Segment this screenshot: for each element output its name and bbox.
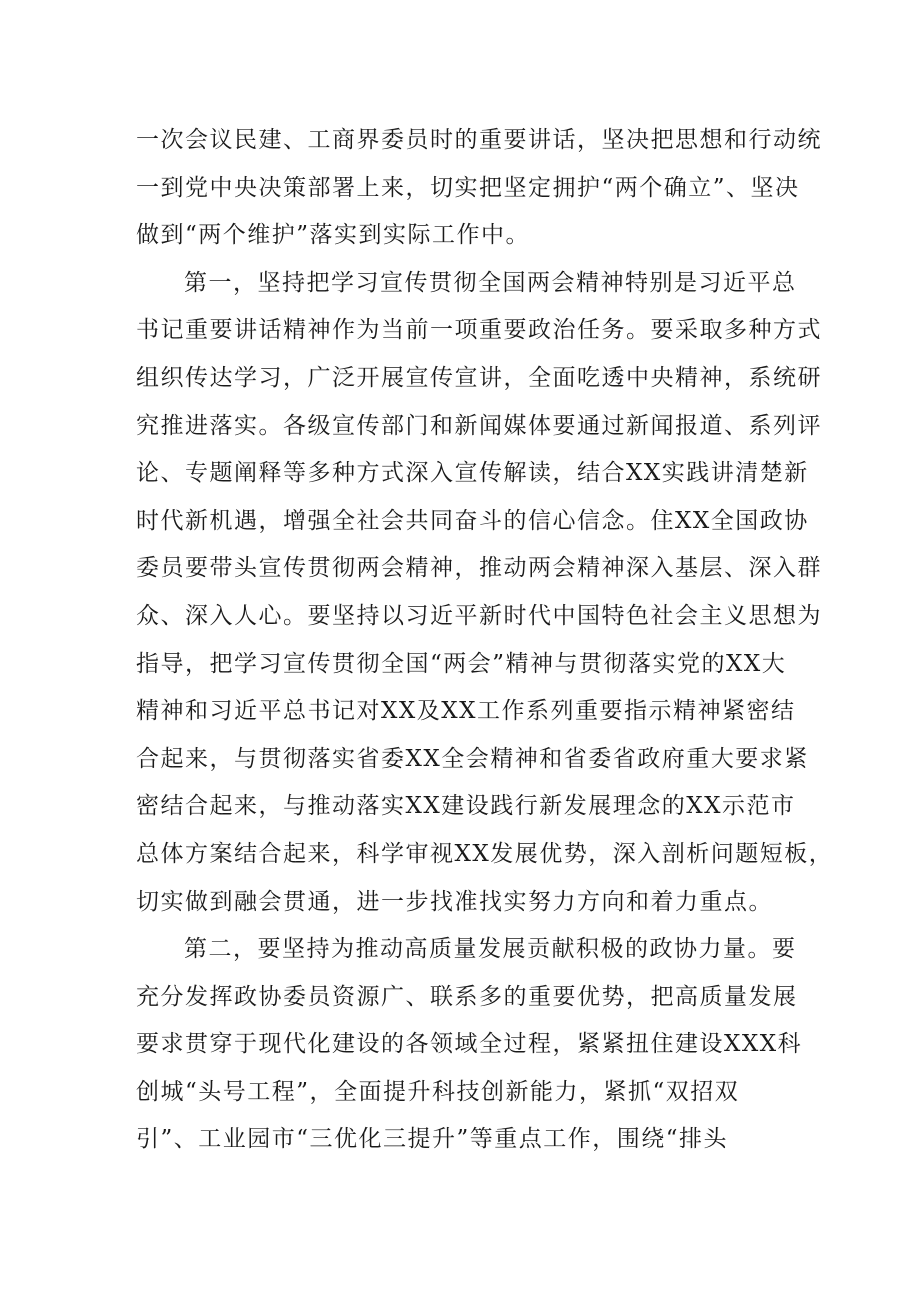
text-line: 合起来，与贯彻落实省委XX全会精神和省委省政府重大要求紧: [136, 745, 809, 772]
text-line: 一到党中央决策部署上来，切实把坚定拥护“两个确立”、坚决: [136, 174, 800, 201]
text-line: 究推进落实。各级宣传部门和新闻媒体要通过新闻报道、系列评: [136, 412, 822, 439]
text-line: 委员要带头宣传贯彻两会精神，推动两会精神深入基层、深入群: [136, 555, 822, 582]
text-line: 书记重要讲话精神作为当前一项重要政治任务。要采取多种方式: [136, 317, 822, 344]
document-body: [136, 117, 834, 1164]
text-line: 引”、工业园市“三优化三提升”等重点工作，围绕“排头: [136, 1126, 729, 1153]
text-line: 众、深入人心。要坚持以习近平新时代中国特色社会主义思想为: [136, 602, 822, 629]
paragraph-first-line: 第二，要坚持为推动高质量发展贡献积极的政协力量。要: [184, 936, 797, 963]
text-line: 充分发挥政协委员资源广、联系多的重要优势，把高质量发展: [136, 983, 798, 1010]
text-line: 组织传达学习，广泛开展宣传宣讲，全面吃透中央精神，系统研: [136, 364, 822, 391]
text-line: 创城“头号工程”，全面提升科技创新能力，紧抓“双招双: [136, 1078, 740, 1105]
text-line: 一次会议民建、工商界委员时的重要讲话，坚决把思想和行动统: [136, 127, 822, 153]
text-line: 精神和习近平总书记对XX及XX工作系列重要指示精神紧密结: [136, 698, 796, 725]
text-line: 要求贯穿于现代化建设的各领域全过程，紧紧扭住建设XXX科: [136, 1031, 803, 1058]
text-line: 切实做到融会贯通，进一步找准找实努力方向和着力重点。: [136, 888, 773, 915]
paragraph-first-line: 第一，坚持把学习宣传贯彻全国两会精神特别是习近平总: [184, 269, 797, 296]
text-line: 时代新机遇，增强全社会共同奋斗的信心信念。住XX全国政协: [136, 507, 809, 534]
text-line: 论、专题阐释等多种方式深入宣传解读，结合XX实践讲清楚新: [136, 460, 809, 487]
text-line: 密结合起来，与推动落实XX建设践行新发展理念的XX示范市: [136, 793, 796, 820]
text-line: 总体方案结合起来，科学审视XX发展优势，深入剖析问题短板，: [136, 840, 834, 867]
text-line: 做到“两个维护”落实到实际工作中。: [136, 222, 531, 249]
text-line: 指导，把学习宣传贯彻全国“两会”精神与贯彻落实党的XX大: [136, 650, 787, 677]
